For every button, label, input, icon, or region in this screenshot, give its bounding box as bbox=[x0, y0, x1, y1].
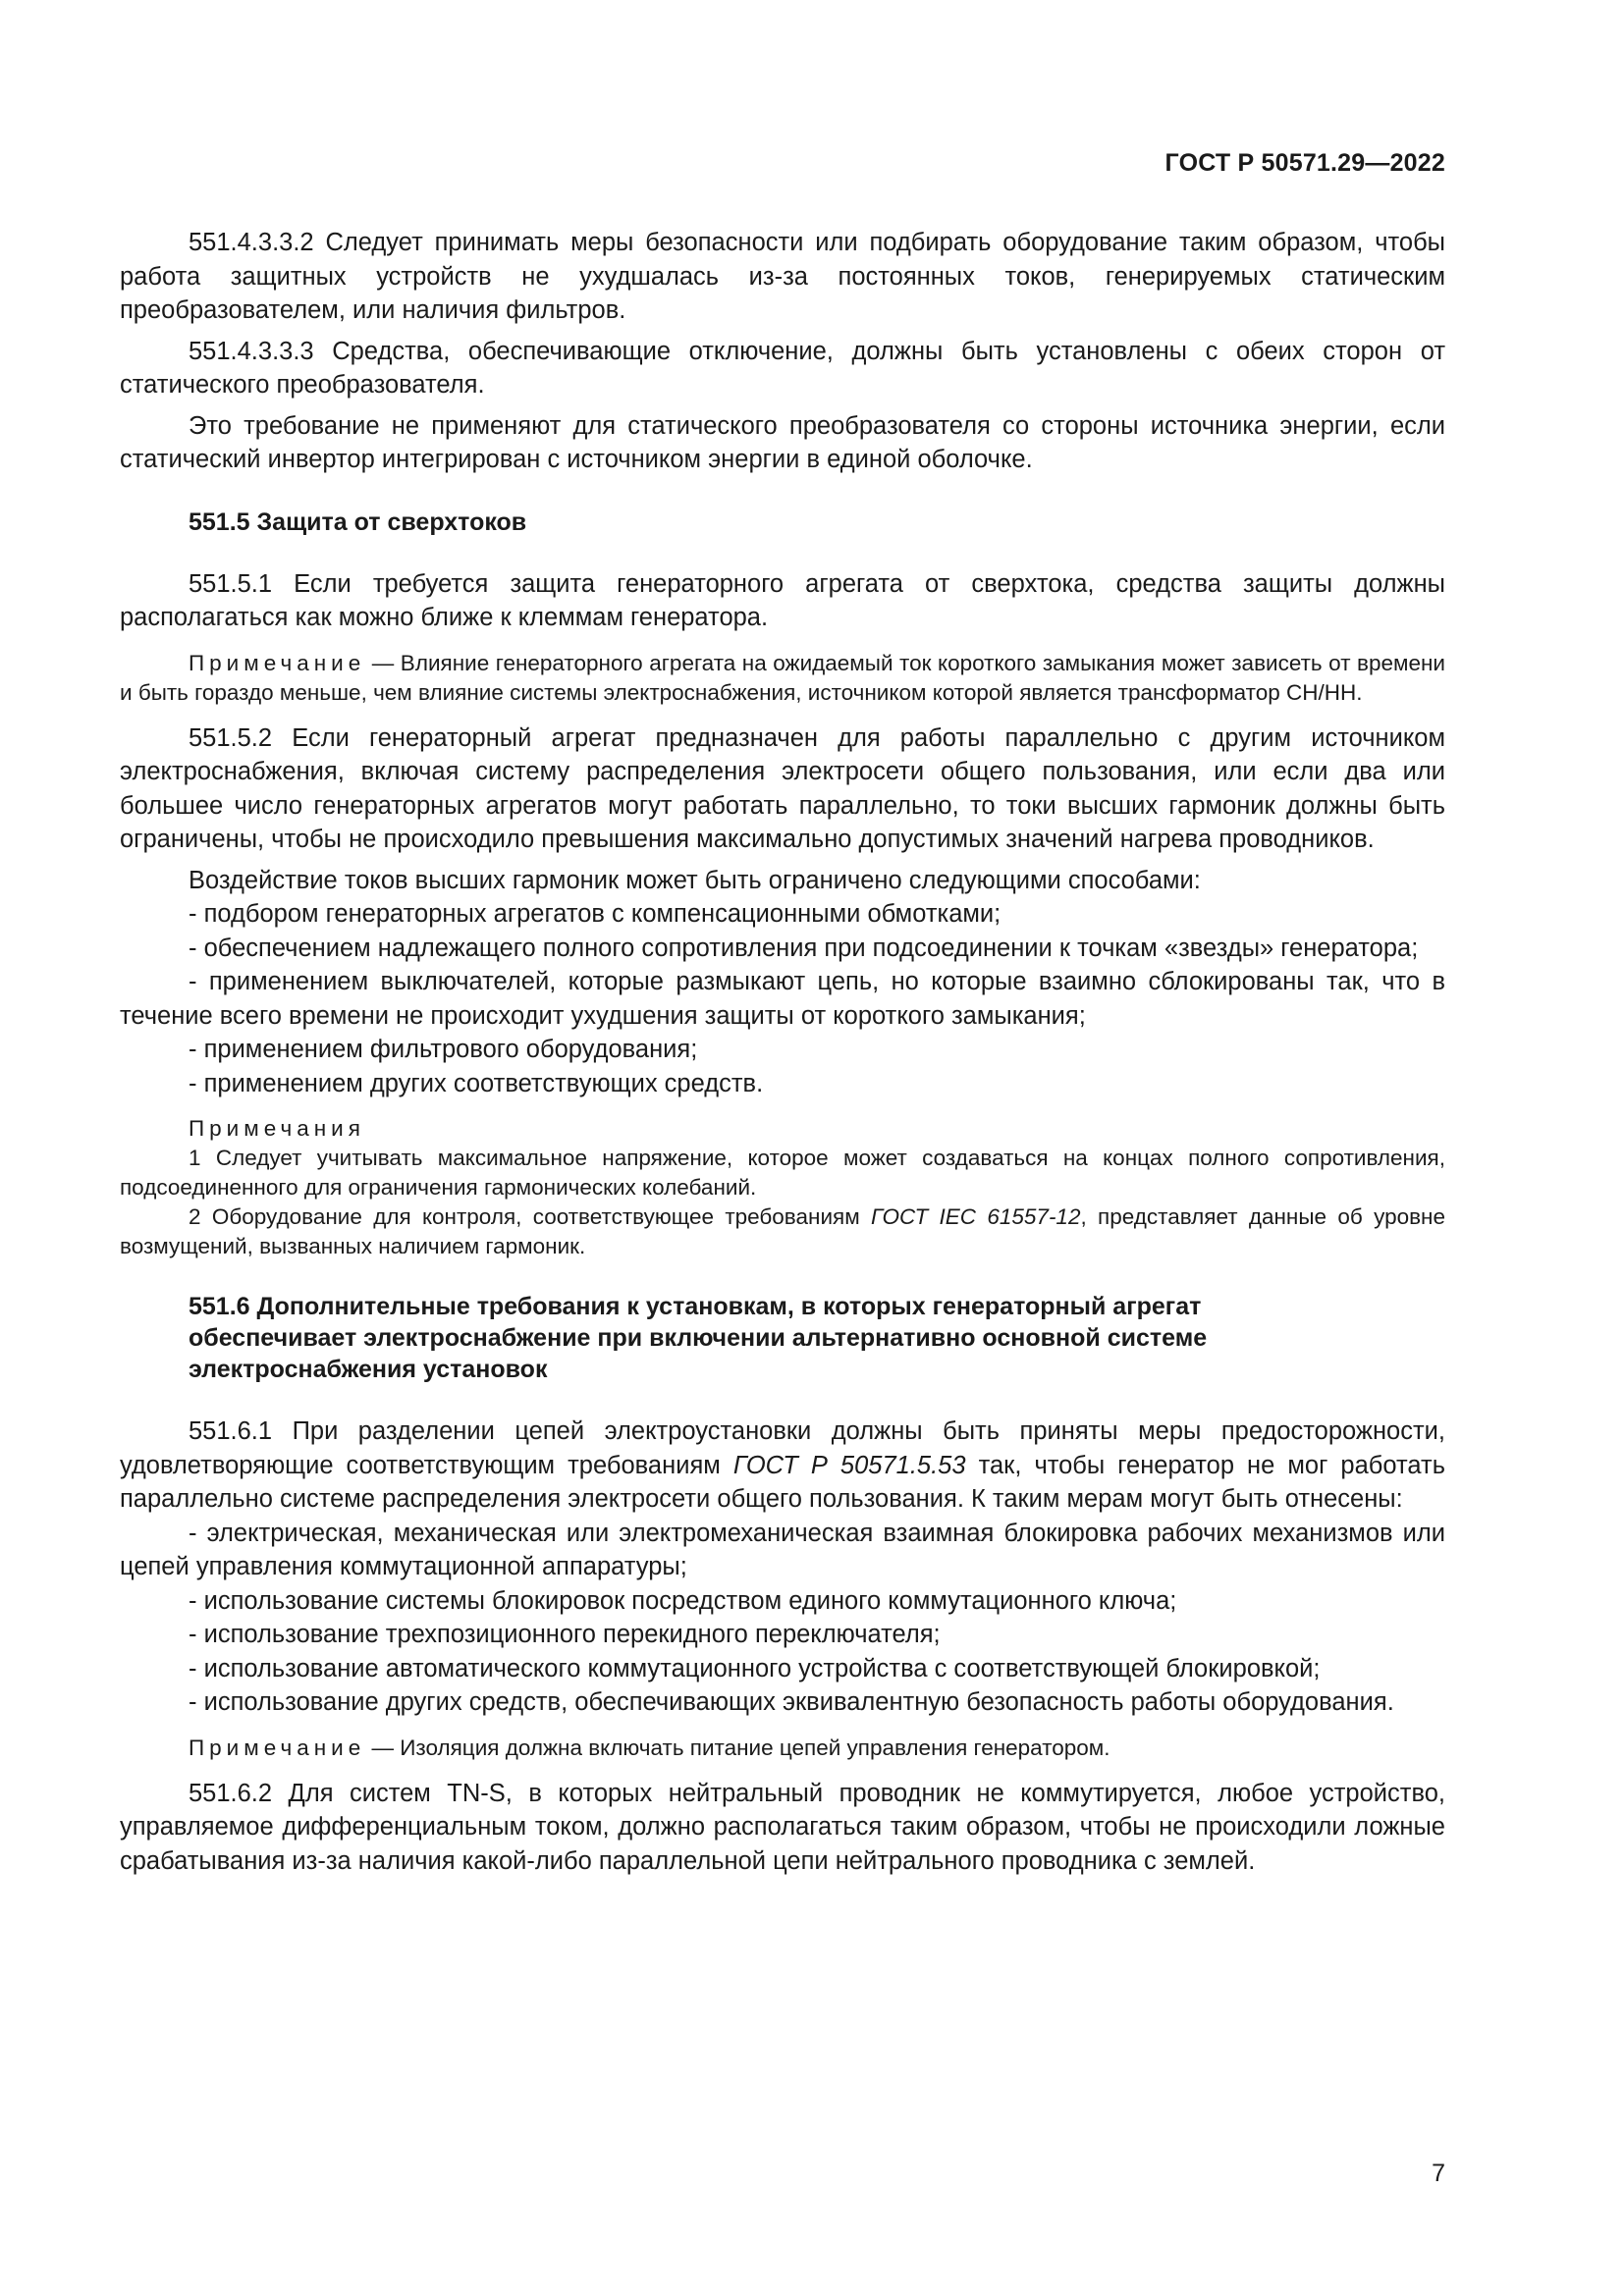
note-2 bbox=[120, 1202, 1445, 1261]
list-item: - применением выключателей, которые размыкают цепь, но которые взаимно сблокированы так, что в течение всего времени не происходит ухудшения защиты от короткого замыкания; bbox=[120, 968, 1445, 1030]
section-heading-551-6 bbox=[120, 1291, 1445, 1385]
section-heading-551-5: 551.5 Защита от сверхтоков bbox=[189, 507, 527, 536]
list-item: - использование трехпозиционного перекидного переключателя; bbox=[189, 1621, 941, 1648]
note-label: Примечание bbox=[189, 1735, 366, 1760]
clause-551-6-1 bbox=[120, 1415, 1445, 1517]
clause-text-b: так, чтобы генератор не мог работать параллельно системе распределения электросети общего пользования. К таким мерам могут быть отнесены: bbox=[120, 1451, 1445, 1513]
clause-text-a: 551.6.1 При разделении цепей электроустановки должны быть приняты меры предосторожности, удовлетворяющие соответствующим требованиям bbox=[120, 1417, 1445, 1479]
list-item: - применением других соответствующих средств. bbox=[189, 1069, 764, 1097]
heading-line: 551.6 Дополнительные требования к установкам, в которых генераторный агрегат bbox=[189, 1293, 1202, 1320]
clause-551-5-1: 551.5.1 Если требуется защита генераторного агрегата от сверхтока, средства защиты должны располагаться как можно ближе к клеммам генератора. bbox=[120, 569, 1445, 631]
list-item: - использование системы блокировок посредством единого коммутационного ключа; bbox=[189, 1586, 1177, 1615]
note-1: 1 Следует учитывать максимальное напряжение, которое может создаваться на концах полного сопротивления, подсоединенного для ограничения гармонических колебаний. bbox=[120, 1146, 1445, 1200]
clause-551-6-2: 551.6.2 Для систем TN-S, в которых нейтральный проводник не коммутируется, любое устройство, управляемое дифференциальным током, должно располагаться таким образом, чтобы не происходили ложные срабатывания из-за наличия какой-либо параллельной цепи нейтрального проводника с землей. bbox=[120, 1779, 1445, 1875]
list-item: - применением фильтрового оборудования; bbox=[189, 1036, 698, 1063]
clause-551-4-3-3-2: 551.4.3.3.2 Следует принимать меры безопасности или подбирать оборудование таким образом, чтобы работа защитных устройств не ухудшалась из-за постоянных токов, генерируемых статическим преобразователем, или наличия фильтров. bbox=[120, 229, 1445, 324]
clause-551-5-2: 551.5.2 Если генераторный агрегат предназначен для работы параллельно с другим источником электроснабжения, включая систему распределения электросети общего пользования, или если два или большее число генераторных агрегатов могут работать параллельно, то токи высших гармоник должны быть ограничены, чтобы не происходило превышения максимально допустимых значений нагрева проводников. bbox=[120, 723, 1445, 853]
notes-label-text: Примечания bbox=[189, 1116, 365, 1141]
document-body bbox=[120, 226, 1445, 1878]
page-number: 7 bbox=[1432, 2160, 1445, 2187]
heading-line: электроснабжения установок bbox=[189, 1356, 548, 1383]
heading-line: обеспечивает электроснабжение при включении альтернативно основной системе bbox=[189, 1324, 1208, 1352]
notes-label bbox=[120, 1114, 1445, 1144]
note-2-text-a: 2 Оборудование для контроля, соответствующее требованиям bbox=[189, 1204, 871, 1229]
note-551-6-1 bbox=[120, 1734, 1445, 1763]
note-label: Примечание bbox=[189, 650, 366, 675]
standard-reference: ГОСТ Р 50571.5.53 bbox=[732, 1451, 966, 1479]
list-item: - электрическая, механическая или электромеханическая взаимная блокировка рабочих механизмов или цепей управления коммутационной аппаратуры; bbox=[120, 1519, 1445, 1580]
harmonics-intro: Воздействие токов высших гармоник может быть ограничено следующими способами: bbox=[189, 866, 1201, 894]
clause-551-4-3-3-3: 551.4.3.3.3 Средства, обеспечивающие отключение, должны быть установлены с обеих сторон от статического преобразователя. bbox=[120, 337, 1445, 399]
document-code-header: ГОСТ Р 50571.29—2022 bbox=[1164, 149, 1445, 177]
note-551-5-1 bbox=[120, 649, 1445, 708]
note-text: — Влияние генераторного агрегата на ожидаемый ток короткого замыкания может зависеть от времени и быть гораздо меньше, чем влияние системы электроснабжения, источником которой является трансформатор СН/НН. bbox=[120, 650, 1445, 705]
list-item: - использование автоматического коммутационного устройства с соответствующей блокировкой; bbox=[189, 1654, 1321, 1682]
list-item: - использование других средств, обеспечивающих эквивалентную безопасность работы оборудования. bbox=[189, 1688, 1394, 1716]
standard-reference: ГОСТ IEC 61557-12 bbox=[870, 1204, 1081, 1229]
clause-551-4-3-3-3-exception: Это требование не применяют для статического преобразователя со стороны источника энергии, если статический инвертор интегрирован с источником энергии в единой оболочке. bbox=[120, 411, 1445, 473]
note-2-text-b: , представляет данные об уровне возмущений, вызванных наличием гармоник. bbox=[120, 1204, 1445, 1258]
list-item: - подбором генераторных агрегатов с компенсационными обмотками; bbox=[189, 900, 1001, 928]
list-item: - обеспечением надлежащего полного сопротивления при подсоединении к точкам «звезды» генератора; bbox=[189, 934, 1419, 962]
note-text: — Изоляция должна включать питание цепей управления генератором. bbox=[365, 1735, 1110, 1760]
